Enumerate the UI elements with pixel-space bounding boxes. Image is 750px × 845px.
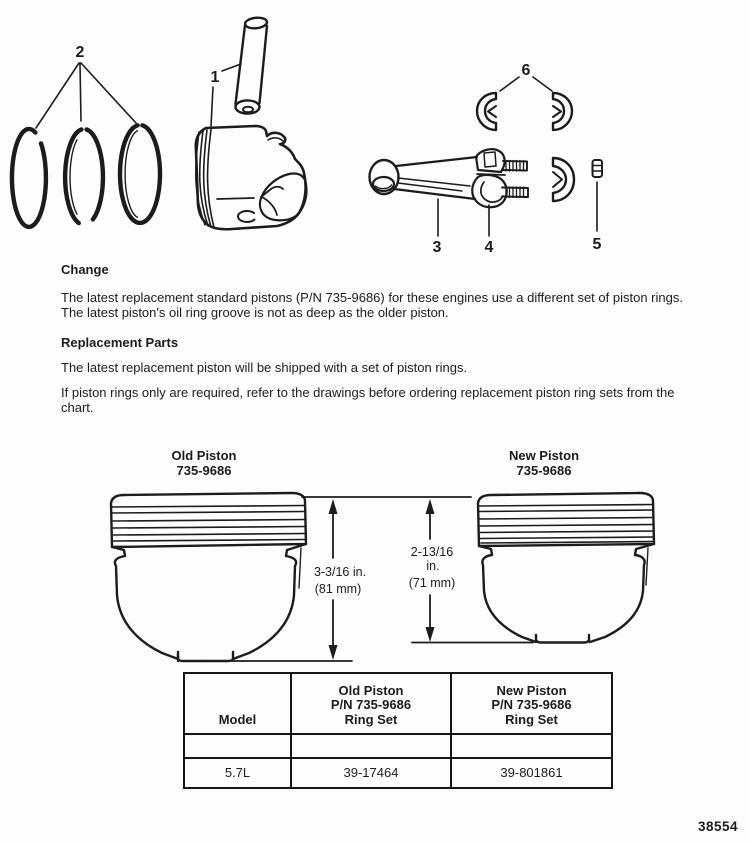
callout-rod-cap: 4: [484, 239, 494, 256]
replacement-parts-heading: Replacement Parts: [61, 335, 179, 350]
cell-old-ring-set: 39-17464: [291, 758, 451, 788]
table-header-new-ring-set: [451, 673, 612, 734]
table-header-new-line3: Ring Set: [505, 711, 558, 727]
new-piston-part-number: 735-9686: [516, 463, 572, 478]
callout-6-leaders: [500, 77, 552, 91]
cell-model: 5.7L: [184, 758, 291, 788]
spacer-cell: [291, 734, 451, 758]
rod-screw-drawing: [593, 160, 603, 177]
table-header-old-ring-set: [291, 673, 451, 734]
piston-drawing: [196, 126, 307, 229]
spacer-cell: [451, 734, 612, 758]
piston-rings-drawing: [12, 125, 160, 227]
figure-number: 38554: [698, 819, 739, 834]
cell-new-ring-set: 39-801861: [451, 758, 612, 788]
callout-piston-pin-ring-group: 2: [75, 44, 85, 61]
old-piston-title: Old Piston: [171, 448, 237, 463]
table-header-old-line1: Old Piston: [338, 682, 404, 698]
bearing-shell-lower-drawing: [553, 158, 574, 201]
old-dimension-arrow: [329, 499, 338, 660]
table-header-new-line2: P/N 735-9686: [491, 697, 572, 713]
spacer-cell: [184, 734, 291, 758]
table-spacer-row: [184, 734, 612, 758]
callout-bearing-shells: 6: [521, 62, 531, 79]
new-piston-drawing: [478, 493, 654, 643]
new-piston-dimension-line3: (71 mm): [408, 576, 456, 590]
change-paragraph-line1: The latest replacement standard pistons (P/N 735-9686) for these engines use a different set of piston rings.: [61, 290, 683, 305]
table-header-model: Model: [184, 673, 291, 734]
table-header-old-line3: Ring Set: [344, 711, 398, 727]
callout-piston-pin: 1: [210, 69, 220, 86]
ring-set-table: [183, 672, 613, 789]
new-piston-dimension-line1: 2-13/16: [410, 545, 454, 559]
exploded-parts-diagram: [0, 0, 750, 260]
piston-comparison-diagram: [0, 440, 750, 672]
old-piston-part-number: 735-9686: [176, 463, 232, 478]
callout-connecting-rod: 3: [432, 239, 442, 256]
old-piston-dimension-line1: 3-3/16 in.: [313, 565, 367, 579]
replacement-paragraph-1: The latest replacement piston will be shipped with a set of piston rings.: [61, 360, 468, 375]
table-header-row: [184, 673, 612, 734]
replacement-paragraph-2-line1: If piston rings only are required, refer to the drawings before ordering replacement piston ring sets from the: [61, 385, 675, 400]
table-header-old-line2: P/N 735-9686: [330, 697, 412, 713]
change-heading: Change: [61, 262, 109, 277]
old-piston-dimension-line2: (81 mm): [314, 582, 362, 596]
replacement-paragraph-2-line2: chart.: [61, 400, 94, 415]
callout-leaders: [438, 182, 597, 236]
new-piston-dimension-line2: in.: [426, 559, 440, 573]
piston-pin-drawing: [236, 17, 268, 114]
table-data-row: [184, 758, 612, 788]
old-piston-drawing: [111, 493, 306, 661]
change-paragraph-line2: The latest piston's oil ring groove is not as deep as the older piston.: [61, 305, 449, 320]
callout-rod-screw: 5: [592, 236, 602, 253]
new-piston-title: New Piston: [508, 448, 580, 463]
table-header-new-line1: New Piston: [496, 682, 567, 698]
bearing-shells-drawing: [477, 93, 572, 130]
rod-bolts-drawing: [502, 161, 528, 198]
callout-2-leaders: [36, 63, 136, 128]
